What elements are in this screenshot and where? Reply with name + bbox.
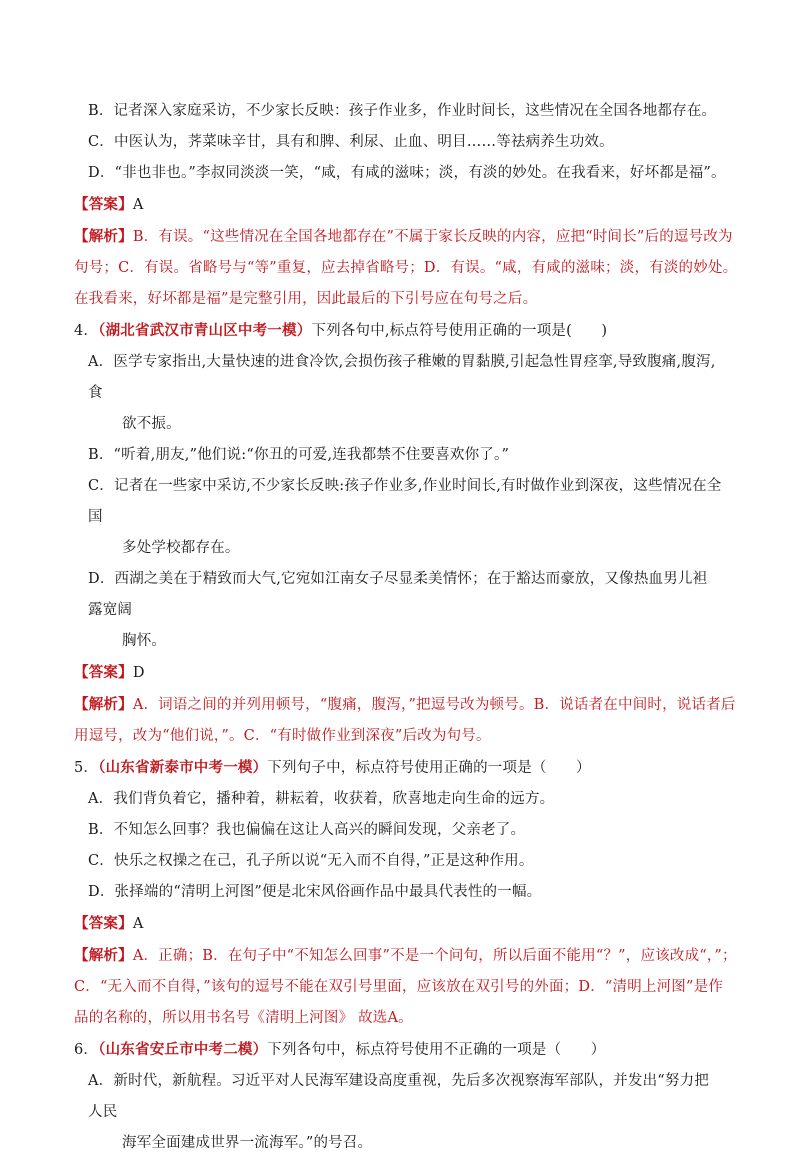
q4-source: （湖北省武汉市青山区中考一模） xyxy=(98,322,312,339)
answer-label: 【答案】 xyxy=(74,915,133,932)
explanation-label: 【解析】 xyxy=(74,696,133,713)
q4-stem-text: 下列各句中,标点符号使用正确的一项是( ) xyxy=(311,323,608,339)
q4-expl-line-2: 用逗号，改为“他们说，”。C．“有时做作业到深夜”后改为句号。 xyxy=(74,728,491,744)
answer-label: 【答案】 xyxy=(74,664,133,681)
q4-option-b: B．“听着,朋友,”他们说:“你丑的可爱,连我都禁不住要喜欢你了。” xyxy=(88,447,510,463)
q6-option-a xyxy=(74,1066,722,1159)
q5-option-b: B．不知怎么回事？我也偏偏在这让人高兴的瞬间发现，父亲老了。 xyxy=(88,822,526,838)
q3-expl-line-2: 句号；C．有误。省略号与“等”重复，应去掉省略号；D．有误。“咸，有咸的滋味；淡，有淡的妙处。 xyxy=(74,260,738,276)
answer-value: A xyxy=(132,197,144,213)
q3-answer xyxy=(74,189,722,221)
q4-stem xyxy=(74,315,722,347)
q4-option-d-line-2: 胸怀。 xyxy=(122,633,167,649)
q5-stem xyxy=(74,752,722,784)
q4-number: 4． xyxy=(74,323,99,339)
q5-option-a: A．我们背负着它，播种着，耕耘着，收获着，欣喜地走向生命的远方。 xyxy=(88,791,555,807)
q4-option-d-line-1: D．西湖之美在于精致而大气,它宛如江南女子尽显柔美情怀；在于豁达而豪放，又像热血男儿袒露宽阔 xyxy=(88,571,708,618)
q3-option-d: D．“非也非也。”李叔同淡淡一笑，“咸，有咸的滋味；淡，有淡的妙处。在我看来，好坏都是福”。 xyxy=(88,165,726,181)
q5-expl-line-1: A．正确；B．在句子中“不知怎么回事”不是一个问句，所以后面不能用“？”，应该改成“，”； xyxy=(132,948,737,964)
q6-option-a-line-1: A．新时代，新航程。习近平对人民海军建设高度重视，先后多次视察海军部队，并发出“努力把人民 xyxy=(88,1073,709,1120)
q3-expl-line-1: B．有误。“这些情况在全国各地都存在”不属于家长反映的内容，应把“时间长”后的逗号改为 xyxy=(132,229,733,245)
q4-explanation xyxy=(74,689,736,752)
answer-value: D xyxy=(132,665,145,681)
question-content xyxy=(74,96,738,1159)
answer-label: 【答案】 xyxy=(74,196,133,213)
q6-stem-text: 下列各句中，标点符号使用不正确的一项是（ ） xyxy=(267,1042,606,1058)
q5-stem-text: 下列句子中，标点符号使用正确的一项是（ ） xyxy=(267,760,591,776)
answer-value: A xyxy=(132,916,144,932)
q6-stem xyxy=(74,1034,722,1066)
q6-number: 6． xyxy=(74,1042,99,1058)
q4-option-a xyxy=(74,347,722,440)
q4-option-c-line-1: C．记者在一些家中采访,不少家长反映:孩子作业多,作业时间长,有时做作业到深夜，这些情况在全国 xyxy=(88,478,722,525)
explanation-label: 【解析】 xyxy=(74,228,133,245)
explanation-label: 【解析】 xyxy=(74,947,133,964)
q6-option-a-line-2: 海军全面建成世界一流海军。”的号召。 xyxy=(122,1135,373,1151)
q4-answer xyxy=(74,657,722,689)
q5-option-d: D．张择端的“清明上河图”便是北宋风俗画作品中最具代表性的一幅。 xyxy=(88,884,542,900)
q3-option-c: C．中医认为，荠菜味辛甘，具有和脾、利尿、止血、明目……等祛病养生功效。 xyxy=(88,134,614,150)
q5-source: （山东省新泰市中考一模） xyxy=(98,759,268,776)
q4-option-a-line-2: 欲不振。 xyxy=(122,416,181,432)
q4-option-a-line-1: A．医学专家指出,大量快速的进食冷饮,会损伤孩子稚嫩的胃黏膜,引起急性胃痉挛,导致腹痛,腹泻,食 xyxy=(88,354,716,401)
q4-option-d xyxy=(74,564,722,657)
q3-option-b: B．记者深入家庭采访，不少家长反映：孩子作业多，作业时间长，这些情况在全国各地都存在。 xyxy=(88,103,717,119)
q5-expl-line-2: C．“无入而不自得，”该句的逗号不能在双引号里面，应该放在双引号的外面；D．“清明上河图”是作 xyxy=(74,979,724,995)
q4-expl-line-1: A．词语之间的并列用顿号，“腹痛，腹泻，”把逗号改为顿号。B．说话者在中间时，说话者后 xyxy=(132,697,736,713)
q4-option-c xyxy=(74,471,722,564)
q3-explanation xyxy=(74,221,738,315)
q4-option-c-line-2: 多处学校都存在。 xyxy=(122,540,240,556)
q6-source: （山东省安丘市中考二模） xyxy=(98,1041,268,1058)
q5-number: 5． xyxy=(74,760,99,776)
q5-expl-line-3: 品的名称的，所以用书名号《清明上河图》 故选A。 xyxy=(74,1010,413,1026)
q3-expl-line-3: 在我看来，好坏都是福”是完整引用，因此最后的下引号应在句号之后。 xyxy=(74,291,538,307)
q5-option-c: C．快乐之权操之在己，孔子所以说“无入而不自得，”正是这种作用。 xyxy=(88,853,534,869)
q5-answer xyxy=(74,908,722,940)
q5-explanation xyxy=(74,940,737,1034)
